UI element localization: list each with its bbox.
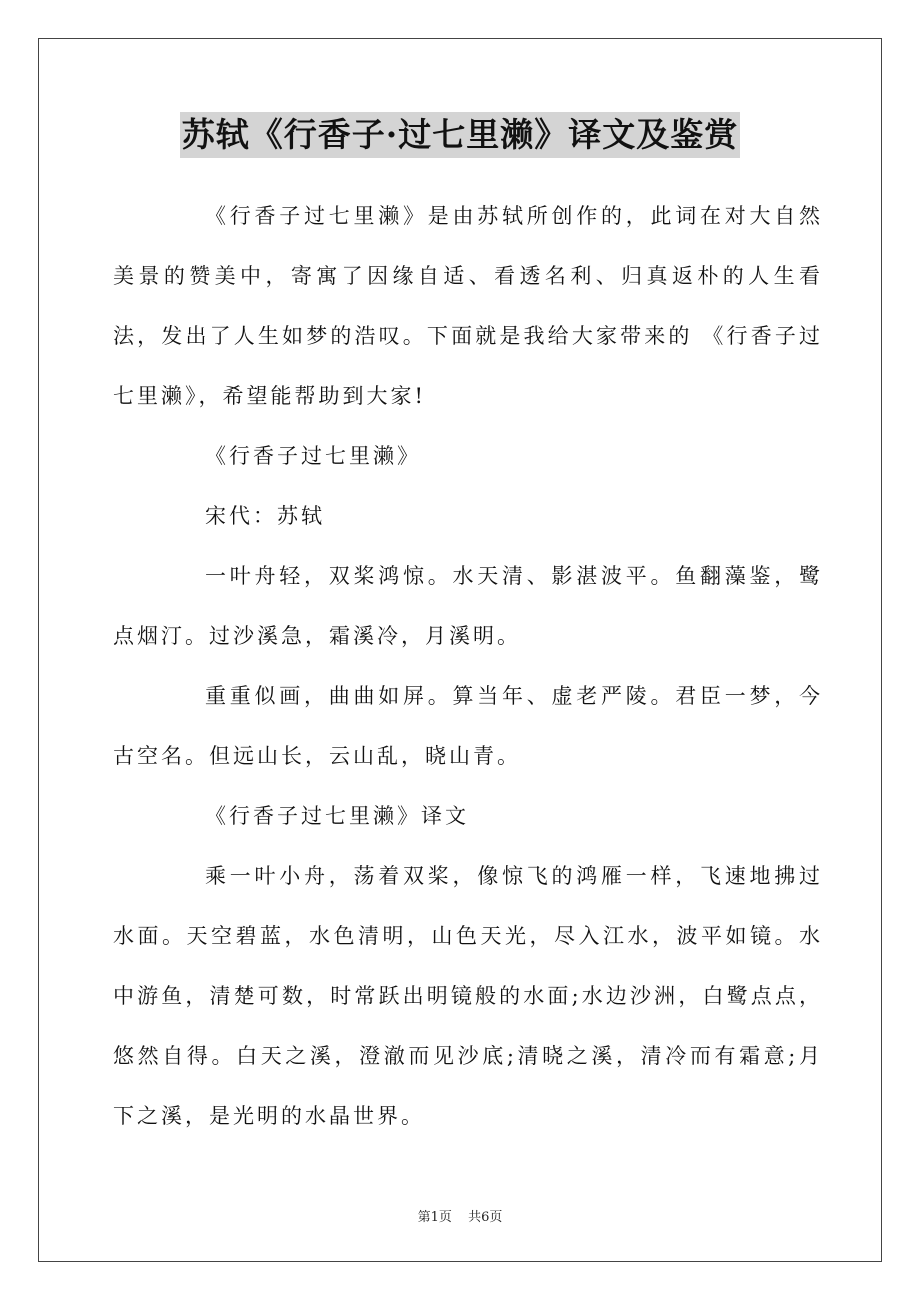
intro-paragraph: 《行香子过七里濑》是由苏轼所创作的，此词在对大自然美景的赞美中，寄寓了因缘自适、看透名利、归真返朴的人生看法，发出了人生如梦的浩叹。下面就是我给大家带来的 《行香子过七里濑》，希望能帮助到大家! xyxy=(113,204,823,408)
translation-heading: 《行香子过七里濑》译文 xyxy=(205,804,469,828)
document-body xyxy=(113,186,823,1146)
poem-stanza-1: 一叶舟轻，双桨鸿惊。水天清、影湛波平。鱼翻藻鉴，鹭点烟汀。过沙溪急，霜溪冷，月溪明。 xyxy=(113,564,823,648)
poem-author: 宋代：苏轼 xyxy=(205,504,325,528)
page-number-current: 第1页 xyxy=(417,1210,452,1225)
page-footer xyxy=(0,1206,920,1225)
page-number-total: 共6页 xyxy=(468,1210,503,1225)
document-title: 苏轼《行香子·过七里濑》译文及鉴赏 xyxy=(180,112,741,158)
translation-paragraph: 乘一叶小舟，荡着双桨，像惊飞的鸿雁一样，飞速地拂过水面。天空碧蓝，水色清明，山色天光，尽入江水，波平如镜。水中游鱼，清楚可数，时常跃出明镜般的水面;水边沙洲，白鹭点点，悠然自得。白天之溪，澄澈而见沙底;清晓之溪，清冷而有霜意;月下之溪，是光明的水晶世界。 xyxy=(113,864,823,1128)
poem-stanza-2: 重重似画，曲曲如屏。算当年、虚老严陵。君臣一梦，今古空名。但远山长，云山乱，晓山青。 xyxy=(113,684,823,768)
title-container xyxy=(0,112,920,158)
poem-title: 《行香子过七里濑》 xyxy=(205,444,421,468)
